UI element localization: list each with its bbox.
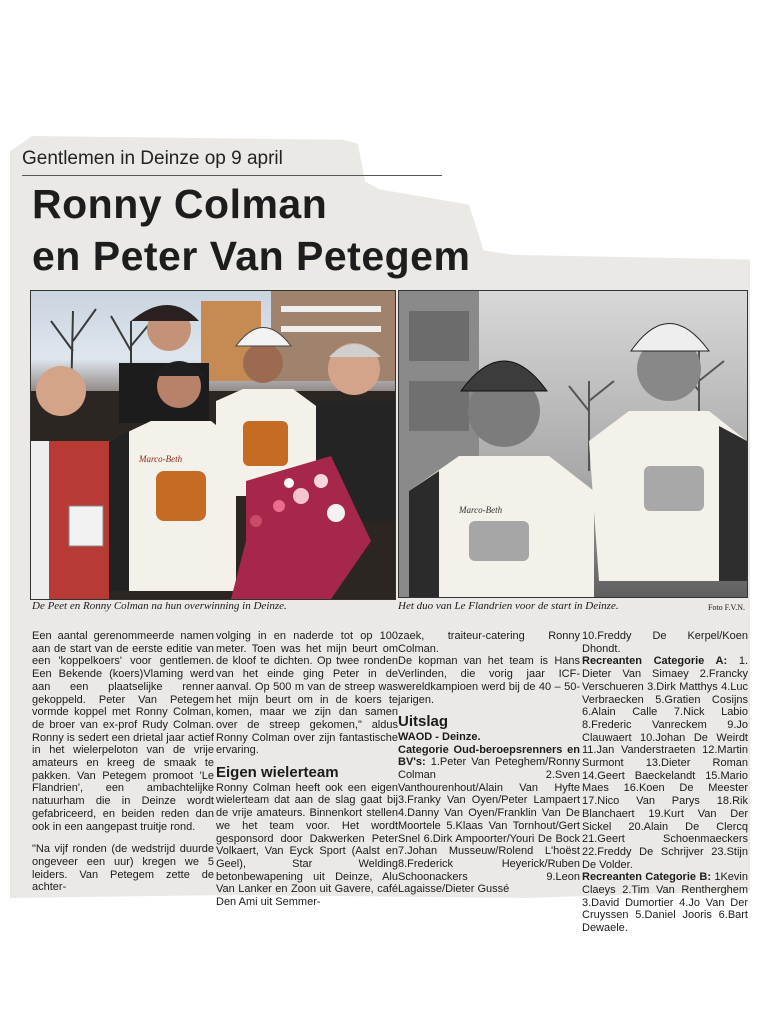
subhead-team: Eigen wielerteam [216,764,339,782]
results-category-label: Categorie Oud-beroepsrenners en BV's: [398,743,580,769]
results-category-a-list: 1. Dieter Van Simaey 2.Francky Verschueren 3.Dirk Matthys 4.Luc Verbraecken 5.Gratien Cosijns 6.Alain Calle 7.Nick Labio 8.Frederic Vanreckem 9.Jo Clauwaert 10.Johan De Weirdt 11.Jan Vanderstraeten 12.Martin Surmont 13.Dieter Roman 14.Geert Baeckelandt 15.Mario Maes 16.Koen De Meester 17.Nico Van Parys 18.Rik Blanchaert 19.Kurt Van Der Sickel 20.Alain De Clercq 21.Geert Schoenmaeckers 22.Freddy De Schrijver 23.Stijn De Volder. [582,655,749,871]
results-category-b-list: 1Kevin Claeys 2.Tim Van Rentherghem 3.David Dumortier 4.Jo Van Der Cruyssen 5.Daniel Jooris 6.Bart Dewaele. [582,871,748,935]
results-category-a-label: Recreanten Categorie A: [582,655,728,668]
paragraph-quote-end: volging in en naderde tot op 100 meter. Toen was het mijn beurt om de kloof te dichten. Op twee ronden van het einde ging Peter in de aanval. Op 500 m van de streep was het mijn beurt om in de koers te komen, maar we zijn dan samen over de streep gekomen," aldus Ronny Colman over zijn fantastische ervaring. [216,630,398,757]
photo-caption-right: Het duo van Le Flandrien voor de start in Deinze. [398,600,619,612]
paragraph-sponsor-end: zaek, traiteur-catering Ronny Colman. [398,630,580,655]
jersey-text-left: Marco-Beth [139,454,183,464]
results-continued: 10.Freddy De Kerpel/Koen Dhondt. [582,630,748,655]
results-category-b-label: Recreanten Categorie B: [582,871,711,884]
headline-line-2: en Peter Van Petegem [32,233,471,279]
article-column-4 [582,630,748,935]
photo-caption-left: De Peet en Ronny Colman na hun overwinning in Deinze. [32,600,287,612]
results-race: WAOD - Deinze. [398,730,481,743]
results-category-list: 1.Peter Van Peteghem/Ronny Colman 2.Sven Vanthourenhout/Alain Van Hyfte 3.Franky Van Oyen/Peter Lampaert 4.Danny Van Oyen/Franklin Van De Moortele 5.Klaas Van Tornhout/Gert Snel 6.Dirk Ampoorter/Youri De Bock 7.Johan Musseuw/Rolend L'hoëst 8.Frederick Heyerick/Ruben Schoonackers 9.Leon Lagaisse/Dieter Gussé [398,756,580,896]
photo-winners-celebration [30,290,396,600]
photo-credit: Foto F.V.N. [708,603,746,612]
paragraph-intro: Een aantal gerenommeerde namen aan de start van de eerste editie van een 'koppelkoers' voor gentlemen. Een Bekende (koers)Vlaming werd aan een plaatselijke renner gekoppeld. Peter Van Petegem vormde koppel met Ronny Colman, de broer van ex-prof Rudy Colman. Ronny is sedert een drietal jaar actief in het wielerpeloton van de vrije amateurs en kreeg de smaak te pakken. Van Petegem promoot 'Le Flandrien', een ambachtelijke natuurham die in Deinze wordt gefabriceerd, en beiden reden dan ook in een aangepast truitje rond. [32,630,214,833]
article-column-1 [32,630,214,904]
jersey-text-right: Marco-Beth [459,505,503,515]
paragraph-team: Ronny Colman heeft ook een eigen wielerteam dat aan de slag gaat bij de vrije amateurs. Binnenkort stellen we het team voor. Het wordt gesponsord door Dakwerken Peter Volkaert, Van Eyck Sport (Aalst en Geel), Star Welding betonbewapening uit Deinze, Alu Van Lanker en Zoon uit Gavere, café Den Ami uit Semmer- [216,781,398,909]
photo-duo-before-start [398,290,748,598]
results-heading: Uitslag [398,713,449,731]
headline-line-1: Ronny Colman [32,181,328,227]
article-column-3 [398,630,580,896]
article-kicker: Gentlemen in Deinze op 9 april [22,148,283,169]
paragraph-kopman: De kopman van het team is Hans Verlinden, die vorig jaar ICF-wereldkampioen werd bij de 40 – 50-jarigen. [398,655,580,706]
paragraph-quote-start: "Na vijf ronden (de wedstrijd duurde ongeveer een uur) kregen we 5 leiders. Van Petegem zette de achter- [32,843,214,894]
article-column-2 [216,630,398,919]
kicker-rule [22,175,442,176]
